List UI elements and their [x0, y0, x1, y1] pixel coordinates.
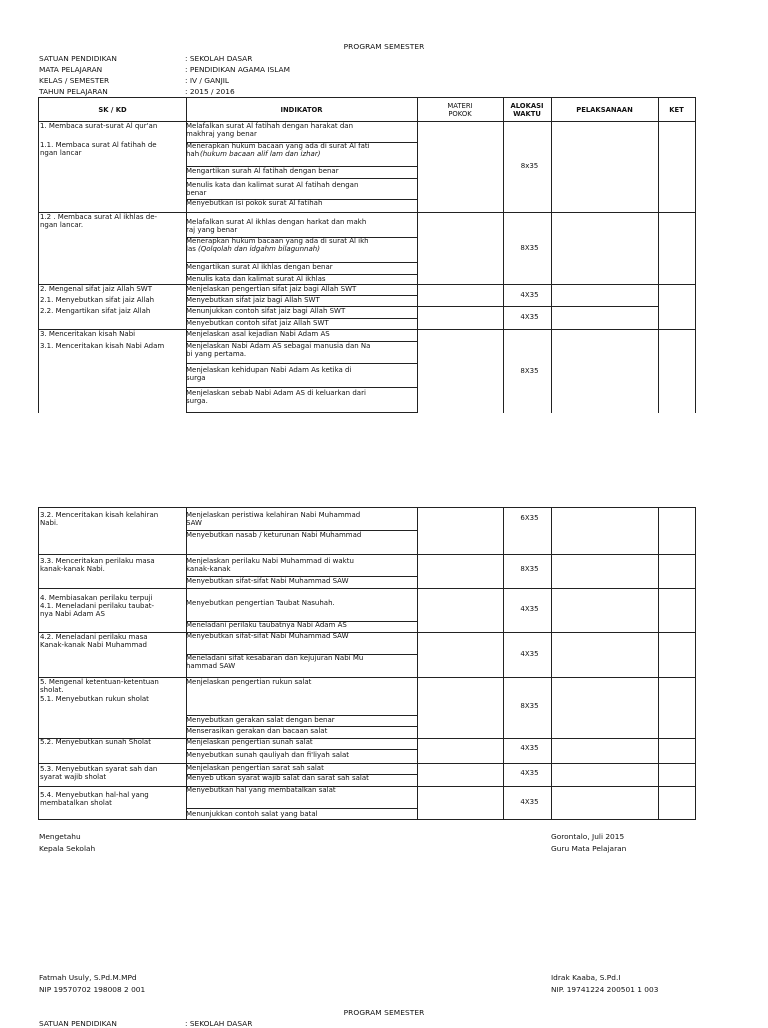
header-label-mapel: MATA PELAJARAN [39, 65, 103, 74]
skkd-item: 5.1. Menyebutkan rukun sholat [40, 695, 149, 703]
skkd-item: 5.3. Menyebutkan syarat sah dan syarat wajib sholat [40, 765, 158, 781]
indikator-item: Menyeb utkan syarat wajib salat dan sarat sah salat [186, 774, 369, 782]
skkd-item: 4.1. Meneladani perilaku taubat- nya Nabi Adam AS [40, 602, 155, 618]
next-page-title: PROGRAM SEMESTER [343, 1008, 425, 1017]
skkd-item: 1. Membaca surat-surat Al qur'an [40, 122, 158, 130]
indikator-item: Menyebutkan gerakan salat dengan benar [186, 716, 335, 724]
next-page-header-label: SATUAN PENDIDIKAN [39, 1019, 117, 1028]
page-title: PROGRAM SEMESTER [343, 42, 425, 51]
alokasi-value: 6X35 [520, 514, 539, 522]
indikator-item: Menulis kata dan kalimat surat Al fatihah dengan benar [186, 181, 359, 197]
skkd-item: 3.3. Menceritakan perilaku masa kanak-kanak Nabi. [40, 557, 155, 573]
alokasi-value: 4X35 [520, 313, 539, 321]
skkd-item: 3.2. Menceritakan kisah kelahiran Nabi. [40, 511, 159, 527]
indikator-item: Menyebutkan contoh sifat jaiz Allah SWT [186, 319, 329, 327]
alokasi-value: 4X35 [520, 744, 539, 752]
col-header-materi: MATERI POKOK [447, 102, 473, 118]
indikator-item: Menjelaskan kehidupan Nabi Adam As ketika di surga [186, 366, 352, 382]
indikator-item: Meneladani perilaku taubatnya Nabi Adam AS [186, 621, 347, 629]
indikator-item: Menunjukkan contoh salat yang batal [186, 810, 318, 818]
header-value-kelas: : IV / GANJIL [185, 76, 230, 85]
col-header-pelaksanaan: PELAKSANAAN [576, 106, 633, 114]
indikator-item: Menunjukkan contoh sifat jaiz bagi Allah SWT [186, 307, 346, 315]
alokasi-value: 4X35 [520, 769, 539, 777]
col-header-ket: KET [669, 106, 684, 114]
alokasi-value: 8x35 [520, 162, 539, 170]
signature-right-caption: Gorontalo, Juli 2015 Guru Mata Pelajaran [551, 832, 627, 853]
indikator-item: Menyebutkan sifat-sifat Nabi Muhammad SAW [186, 577, 349, 585]
header-value-satuan: : SEKOLAH DASAR [185, 54, 253, 63]
skkd-item: 1.2 . Membaca surat Al ikhlas de- ngan lancar. [40, 213, 158, 229]
indikator-item: Menyebutkan pengertian Taubat Nasuhah. [186, 599, 335, 607]
signature-left-name: Fatmah Usuly, S.Pd.M.MPd NIP 19570702 198008 2 001 [39, 973, 146, 994]
indikator-item: (Qolqolah dan idgahm bilagunnah) [198, 245, 320, 253]
header-label-satuan: SATUAN PENDIDIKAN [39, 54, 117, 63]
indikator-item: (hukum bacaan alif lam dan izhar) [200, 150, 321, 158]
indikator-item: Menyebutkan nasab / keturunan Nabi Muhammad [186, 531, 362, 539]
skkd-item: 1.1. Membaca surat Al fatihah de ngan lancar [40, 141, 157, 157]
signature-left-caption: Mengetahu Kepala Sekolah [39, 832, 96, 853]
alokasi-value: 8X35 [520, 565, 539, 573]
skkd-item: 2.1. Menyebutkan sifat jaiz Allah [40, 296, 155, 304]
indikator-item: Menyebutkan hal yang membatalkan salat [186, 786, 336, 794]
next-page-header-value: : SEKOLAH DASAR [185, 1019, 253, 1028]
indikator-item: Menjelaskan pengertian sunah salat [186, 738, 313, 746]
indikator-item: Menerapkan hukum bacaan yang ada di surat Al fati hah [186, 142, 370, 158]
alokasi-value: 4X35 [520, 291, 539, 299]
header-value-tahun: : 2015 / 2016 [185, 87, 235, 96]
skkd-item: 5.2. Menyebutkan sunah Sholat [40, 738, 151, 746]
alokasi-value: 4X35 [520, 605, 539, 613]
indikator-item: Mengartikan surah Al fatihah dengan benar [186, 167, 339, 175]
header-label-kelas: KELAS / SEMESTER [39, 76, 110, 85]
indikator-item: Menyebutkan sunah qauliyah dan fi'liyah salat [186, 751, 349, 759]
skkd-item: 3. Menceritakan kisah Nabi [40, 330, 136, 338]
indikator-item: Melafalkan surat Al ikhlas dengan harkat dan makh raj yang benar [186, 218, 367, 234]
skkd-item: 3.1. Menceritakan kisah Nabi Adam [40, 342, 165, 350]
header-value-mapel: : PENDIDIKAN AGAMA ISLAM [185, 65, 290, 74]
signature-right-name: Idrak Kaaba, S.Pd.I NIP. 19741224 200501 1 003 [551, 973, 659, 994]
alokasi-value: 8X35 [520, 702, 539, 710]
indikator-item: Menjelaskan pengertian sarat sah salat [186, 764, 324, 772]
indikator-item: Menjelaskan sebab Nabi Adam AS di keluarkan dari surga. [186, 389, 366, 405]
alokasi-value: 8X35 [520, 367, 539, 375]
indikator-item: Menjelaskan Nabi Adam AS sebagai manusia dan Na bi yang pertama. [186, 342, 371, 358]
indikator-item: Menjelaskan pengertian sifat jaiz bagi Allah SWT [186, 285, 357, 293]
skkd-item: 2. Mengenal sifat jaiz Allah SWT [40, 285, 152, 293]
indikator-item: Menyebutkan sifat jaiz bagi Allah SWT [186, 296, 320, 304]
skkd-item: 2.2. Mengartikan sifat jaiz Allah [40, 307, 151, 315]
indikator-item: Menyebutkan isi pokok surat Al fatihah [186, 199, 323, 207]
indikator-item: Menjelaskan perilaku Nabi Muhammad di waktu kanak-kanak [186, 557, 354, 573]
indikator-item: Menjelaskan asal kejadian Nabi Adam AS [186, 330, 330, 338]
skkd-item: 5. Mengenal ketentuan-ketentuan sholat. [40, 678, 159, 694]
alokasi-value: 4X35 [520, 798, 539, 806]
indikator-item: Menjelaskan peristiwa kelahiran Nabi Muhammad SAW [186, 511, 361, 527]
col-header-skkd: SK / KD [98, 106, 127, 114]
skkd-item: 5.4. Menyebutkan hal-hal yang membatalkan sholat [40, 791, 149, 807]
alokasi-value: 8X35 [520, 244, 539, 252]
col-header-alokasi: ALOKASI WAKTU [510, 102, 544, 118]
col-header-indikator: INDIKATOR [280, 106, 323, 114]
skkd-item: 4.2. Meneladani perilaku masa Kanak-kanak Nabi Muhammad [40, 633, 148, 649]
indikator-item: Menjelaskan pengertian rukun salat [186, 678, 312, 686]
skkd-item: 4. Membiasakan perilaku terpuji [40, 594, 153, 602]
indikator-item: Menulis kata dan kalimat surat Al ikhlas [186, 275, 326, 283]
indikator-item: Mengartikan surat Al ikhlas dengan benar [186, 263, 333, 271]
alokasi-value: 4X35 [520, 650, 539, 658]
header-label-tahun: TAHUN PELAJARAN [39, 87, 108, 96]
indikator-item: Melafalkan surat Al fatihah dengan harakat dan makhraj yang benar [186, 122, 354, 138]
indikator-item: Meneladani sifat kesabaran dan kejujuran Nabi Mu hammad SAW [186, 654, 364, 670]
indikator-item: Menserasikan gerakan dan bacaan salat [186, 727, 328, 735]
indikator-item: Menerapkan hukum bacaan yang ada di surat Al ikh las [186, 237, 369, 253]
indikator-item: Menyebutkan sifat-sifat Nabi Muhammad SAW [186, 632, 349, 640]
